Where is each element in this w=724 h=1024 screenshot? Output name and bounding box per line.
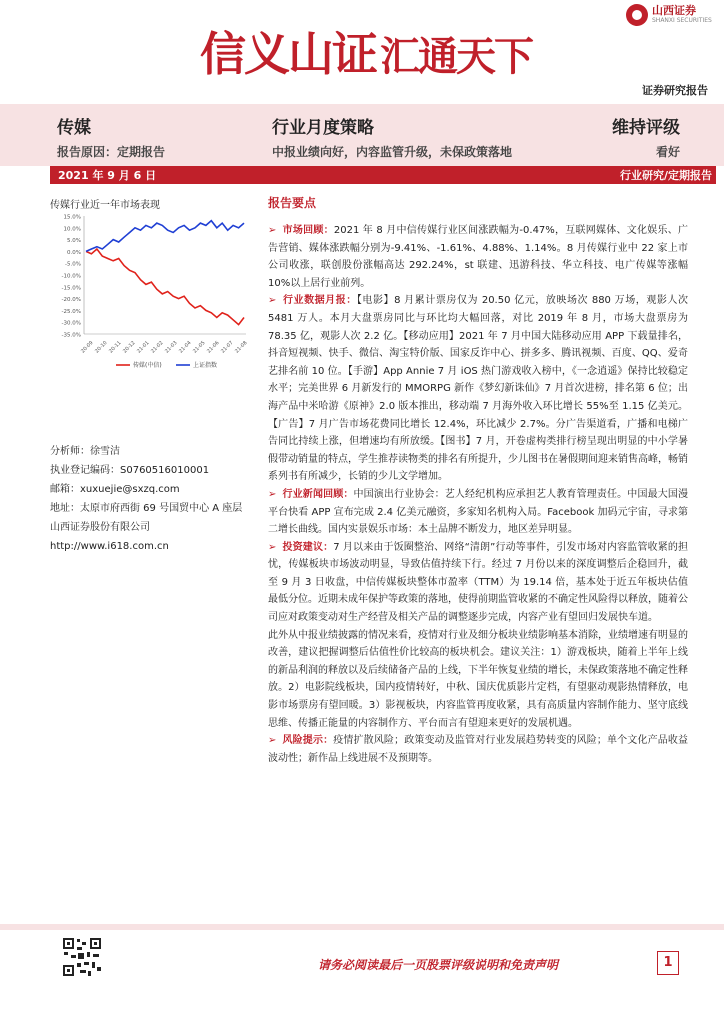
x-tick-label: 21-01 — [136, 340, 151, 355]
bullet-icon: ➢ — [268, 225, 277, 236]
paragraph-text: 疫情扩散风险；政策变动及监管对行业发展趋势转变的风险；单个文化产品收益波动性；新作品上线进展不及预期等。 — [268, 735, 689, 764]
legend-label: 上证指数 — [193, 362, 218, 369]
page-number: 1 — [657, 951, 679, 975]
series-line — [86, 249, 244, 325]
outlook: 看好 — [655, 145, 680, 159]
paragraph-heading: 风险提示： — [282, 735, 334, 747]
header — [0, 0, 724, 104]
y-tick-label: 5.0% — [67, 238, 81, 245]
x-tick-label: 21-03 — [164, 340, 179, 355]
y-tick-label: 10.0% — [63, 226, 81, 233]
paragraph-heading: 市场回顾： — [282, 225, 334, 236]
industry-name: 传媒 — [57, 118, 91, 138]
paragraph-text: 【电影】8 月累计票房仅为 20.50 亿元，放映场次 880 万场，观影人次 5481 万人。本月大盘票房同比与环比均大幅回落，对比 2019 年 8 月，市场大盘票房为 78.35 亿，观影人次 2.2 亿。【移动应用】2021 年 7 月中国大陆移动应用 APP 下载量排名，抖音短视频、快手、微信、淘宝特价版、国家反诈中心、拼多多、腾讯视频、百度、QQ、爱奇艺排名前 10 位。【手游】App Annie 7 月 iOS 热门游戏收入榜中，《一念逍遥》保持比较稳定水平；完美世界 6 月新发行的 MMORPG 新作《梦幻新诛仙》7 月首次进榜，排名第 6 位；出海产品中米哈游《原神》2.0 版本推出，移动端 7 月海外收入环比增长 55%至 1.15 亿美元。【广告】7 月广告市场花费同比增长 12.4%，环比减少 2.7%。分广告渠道看，广播和电梯广告同比持续上涨，但增速均有所放缓。【图书】7 月，开卷虚构类排行榜呈现出明显的中小学暑假带动销量的特点，学生推荐读物类的排名有所提升，少儿图书在暑假期间迎来销售高峰，畅销系列书有所减少，长销的少儿文学增加。 — [268, 295, 688, 483]
paragraph-heading: 投资建议： — [282, 541, 334, 553]
x-tick-label: 21-02 — [150, 340, 165, 355]
report-category: 行业研究/定期报告 — [619, 169, 712, 182]
paragraph-risk — [268, 732, 688, 767]
paragraph-heading: 行业数据月报： — [282, 295, 357, 307]
market-performance-chart — [48, 210, 256, 378]
company-address: 地址：太原市府西街 69 号国贸中心 A 座层 — [50, 503, 243, 514]
analyst-info — [50, 442, 260, 556]
y-tick-label: -15.0% — [61, 285, 81, 292]
y-tick-label: -30.0% — [61, 320, 81, 327]
logo-name-en: SHANXI SECURITIES — [652, 17, 712, 24]
slogan — [200, 18, 532, 84]
bullet-icon: ➢ — [268, 488, 277, 500]
x-tick-label: 20-10 — [94, 340, 109, 355]
x-tick-label: 20-09 — [80, 340, 95, 355]
x-tick-label: 20-11 — [108, 340, 123, 355]
x-tick-label: 21-06 — [206, 340, 221, 355]
slogan-part2: 汇通天下 — [380, 33, 532, 80]
report-body — [268, 222, 688, 767]
qr-code-icon — [62, 937, 102, 977]
x-tick-label: 21-05 — [192, 340, 207, 355]
y-tick-label: 0.0% — [67, 249, 81, 256]
report-subtitle: 中报业绩向好，内容监管升级，未保政策落地 — [272, 145, 513, 159]
company-logo — [626, 4, 712, 26]
bullet-icon: ➢ — [268, 735, 277, 747]
bullet-icon: ➢ — [268, 295, 277, 307]
disclaimer: 请务必阅读最后一页股票评级说明和免责声明 — [318, 958, 559, 972]
y-tick-label: -35.0% — [61, 332, 81, 339]
slogan-part1: 信义山证 — [200, 27, 376, 81]
logo-name-cn: 山西证券 — [652, 4, 696, 17]
paragraph-market-review — [268, 222, 688, 292]
x-tick-label: 20-12 — [122, 340, 137, 355]
paragraph-industry-data — [268, 292, 688, 486]
paragraph-text: 中国演出行业协会：艺人经纪机构应承担艺人教育管理责任。中国最大国漫平台快看 APP 宣布完成 2.4 亿美元融资，多家知名机构入局。Facebook 加码元宇宙，寻求第二增长曲线。国内实景娱乐市场：本土品牌不断发力，地区差异明显。 — [268, 488, 689, 536]
analyst-email: 邮箱：xuxuejie@sxzq.com — [50, 484, 180, 495]
legend-label: 传媒(中信) — [133, 362, 162, 369]
report-date: 2021 年 9 月 6 日 — [58, 169, 157, 182]
y-tick-label: 15.0% — [63, 214, 81, 221]
y-tick-label: -20.0% — [61, 297, 81, 304]
report-reason: 报告原因：定期报告 — [57, 145, 166, 159]
bullet-icon: ➢ — [268, 541, 277, 553]
y-tick-label: -10.0% — [61, 273, 81, 280]
x-tick-label: 21-04 — [178, 340, 193, 355]
rating: 维持评级 — [612, 118, 680, 138]
paragraph-heading: 行业新闻回顾： — [282, 488, 354, 500]
series-line — [86, 221, 244, 252]
footer-rule — [0, 924, 724, 930]
y-tick-label: -5.0% — [65, 261, 81, 268]
analyst-license: 执业登记编码：S0760516010001 — [50, 465, 210, 476]
report-strategy: 行业月度策略 — [272, 118, 374, 138]
logo-icon — [626, 4, 648, 26]
x-tick-label: 21-08 — [234, 340, 249, 355]
y-tick-label: -25.0% — [61, 308, 81, 315]
paragraph-investment-advice — [268, 539, 688, 627]
company-name: 山西证券股份有限公司 — [50, 522, 150, 533]
section-title: 报告要点 — [268, 196, 317, 210]
paragraph-text: 2021 年 8 月中信传媒行业区间涨跌幅为-0.47%，互联网媒体、文化娱乐、广告营销、媒体涨跌幅分别为-9.41%、-1.61%、4.88%、1.14%。8 月传媒行业中 22 家上市公司收涨，联创股份涨幅高达 292.24%，st 联建、迅游科技、华立科技、电广传媒等涨幅 10%以上居行业前列。 — [268, 225, 688, 289]
paragraph-text: 7 月以来由于饭圈整治、网络“清朗”行动等事件，引发市场对内容监管收紧的担忧，传媒板块市场波动明显，导致估值持续下行。经过 7 月份以来的深度调整后企稳回升，截至 9 月 3 日收盘，中信传媒板块整体市盈率（TTM）为 19.14 倍，基本处于近五年板块估值最低分位。近期未成年保护等政策的落地，使得前期监管收紧的不确定性风险得以释放，随着公司应对政策变动对生产经营及相关产品的调整逐步完成，内容产业有望回归发展快车道。 — [268, 541, 689, 624]
paragraph-advice-continued: 此外从中报业绩披露的情况来看，疫情对行业及细分板块业绩影响基本消除，业绩增速有明显的改善，建议把握调整后估值性价比较高的板块机会。建议关注：1）游戏板块，随着上半年上线的新品利润的释放以及后续储备产品的上线，下半年恢复业绩的增长，未保政策落地不确定性释放。2）电影院线板块，国内疫情转好，中秋、国庆优质影片定档，有望驱动观影热情释放，电影市场票房有望回暖。3）影视板块，内容监管再度收紧，具有高质量内容制作能力、坚守底线思维、传播正能量的内容制作方、平台而言有望迎来更好的发展机遇。 — [268, 629, 688, 729]
chart-title: 传媒行业近一年市场表现 — [50, 200, 160, 211]
paragraph-industry-news — [268, 486, 688, 539]
analyst-name: 分析师：徐雪洁 — [50, 446, 120, 457]
report-type: 证券研究报告 — [642, 84, 708, 97]
x-tick-label: 21-07 — [220, 340, 235, 355]
company-website: http://www.i618.com.cn — [50, 541, 169, 552]
